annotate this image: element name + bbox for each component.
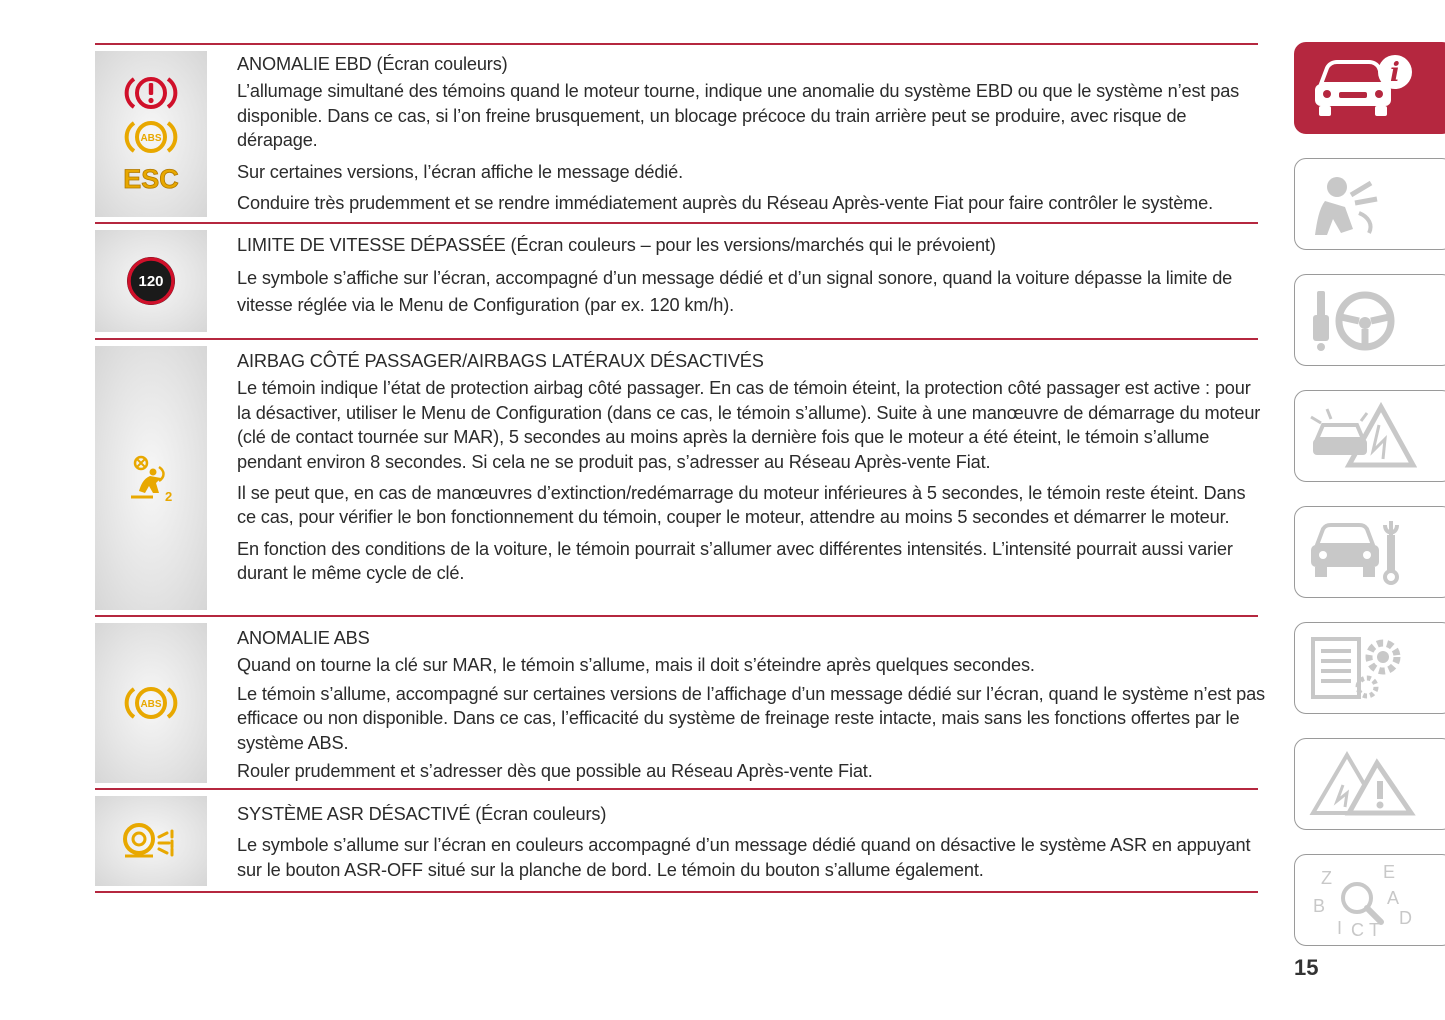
section-title: ANOMALIE EBD (Écran couleurs) [237,54,508,74]
paragraph: En fonction des conditions de la voiture, le témoin pourrait s’allumer avec différentes intensités. L’intensité pourrait aussi varier durant le même cycle de clé. [237,538,1233,584]
esc-icon [121,164,181,194]
icon-panel-speed [95,230,207,332]
section-title: LIMITE DE VITESSE DÉPASSÉE (Écran couleurs – pour les versions/marchés qui le prévoient) [237,235,996,255]
maintenance-icon [1307,517,1407,587]
index-letter-b: B [1313,896,1326,916]
speed-limit-icon [125,255,177,307]
brake-warning-icon [124,74,178,112]
abs-icon [124,684,178,722]
emergency-icon [1307,401,1417,471]
car-info-icon [1307,50,1417,126]
asr-off-icon [121,821,181,861]
section-title: ANOMALIE ABS [237,628,370,648]
paragraph: Sur certaines versions, l’écran affiche le message dédié. [237,161,684,182]
tab-maintenance[interactable] [1294,506,1445,598]
paragraph: L’allumage simultané des témoins quand le moteur tourne, indique une anomalie du système EBD ou que le système n’est pas disponible. Dans ce cas, si l’on freine brusquement, un blocage précoce du train arrière peut se produire, avec risque de dérapage. [237,81,1240,151]
section-asr [237,802,1267,889]
index-letter-d: D [1399,908,1412,928]
page-number: 15 [1294,955,1319,980]
tab-car-info[interactable] [1294,42,1445,134]
section-divider [95,615,1258,617]
tab-key-steering[interactable] [1294,274,1445,366]
icon-panel-abs [95,623,207,783]
esc-icon-label: ESC [123,164,179,194]
paragraph: Le témoin indique l’état de protection airbag côté passager. En cas de témoin éteint, la protection côté passager est active : pour la désactiver, utiliser le Menu de Configuration (dans ce cas, le témoin s’allume). Suite à une manœuvre de démarrage du moteur (clé de contact tournée sur MAR), 5 secondes au moins après la dernière fois que le moteur a été éteint, le témoin s’allume pendant environ 8 secondes. Si cela ne se produit pas, s’adresser au Réseau Après-vente Fiat. [237,378,1261,472]
icon-panel-airbag [95,346,207,610]
section-speed-limit [237,233,1267,325]
passenger-airbag-off-icon [123,453,179,503]
section-divider [95,43,1258,45]
paragraph: Le symbole s’allume sur l’écran en couleurs accompagné d’un message dédié quand on désactive le système ASR en appuyant sur le bouton ASR-OFF situé sur la planche de bord. Le témoin du bouton s’allume également. [237,835,1251,880]
tab-safety[interactable] [1294,158,1445,250]
index-letter-e: E [1383,862,1396,882]
paragraph: Le témoin s’allume, accompagné sur certaines versions de l’affichage d’un message dédié sur l’écran, quand le système n’est pas efficace ou non disponible. Dans ce cas, l’efficacité du système de freinage reste intacte, mais sans les fonctions offertes par le système ABS. [237,683,1265,753]
key-steering-wheel-icon [1307,285,1397,355]
technical-data-icon [1307,633,1407,703]
icon-panel-asr [95,796,207,886]
safety-airbag-icon [1307,169,1387,239]
paragraph: Rouler prudemment et s’adresser dès que possible au Réseau Après-vente Fiat. [237,761,873,782]
section-abs [237,626,1267,790]
index-letter-z: Z [1321,868,1332,888]
warnings-icon [1307,749,1417,819]
tab-emergency[interactable] [1294,390,1445,482]
tab-technical-data[interactable] [1294,622,1445,714]
index-letter-c: C [1351,920,1364,940]
section-ebd [237,52,1267,222]
abs-icon [124,118,178,156]
icon-panel-ebd [95,51,207,217]
abs-icon-label: ABS [140,699,162,710]
index-letter-i: I [1337,918,1343,938]
abs-icon-label: ABS [140,133,162,144]
tab-alphabetical-index[interactable] [1294,854,1445,946]
index-letter-t: T [1369,920,1380,940]
svg-text:i: i [1390,58,1400,88]
paragraph: Conduire très prudemment et se rendre immédiatement auprès du Réseau Après-vente Fiat pour faire contrôler le système. [237,193,1214,214]
section-title: AIRBAG CÔTÉ PASSAGER/AIRBAGS LATÉRAUX DÉSACTIVÉS [237,351,764,371]
tab-warnings[interactable] [1294,738,1445,830]
paragraph: Il se peut que, en cas de manœuvres d’extinction/redémarrage du moteur inférieures à 5 secondes, le témoin reste éteint. Dans ce cas, pour vérifier le bon fonctionnement du témoin, couper le moteur, attendre au moins 5 secondes et démarrer le moteur. [237,483,1246,528]
paragraph: Quand on tourne la clé sur MAR, le témoin s’allume, mais il doit s’éteindre après quelques secondes. [237,655,1035,676]
airbag-number-label: 2 [165,489,173,503]
section-divider [95,338,1258,340]
section-divider [95,891,1258,893]
section-airbag [237,349,1267,593]
alphabetical-index-icon [1307,860,1417,940]
section-title: SYSTÈME ASR DÉSACTIVÉ (Écran couleurs) [237,804,607,824]
paragraph: Le symbole s’affiche sur l’écran, accompagné d’un message dédié et d’un signal sonore, quand la voiture dépasse la limite de vitesse réglée via le Menu de Configuration (par ex. 120 km/h). [237,268,1233,315]
speed-limit-label: 120 [138,273,164,290]
index-letter-a: A [1387,888,1400,908]
